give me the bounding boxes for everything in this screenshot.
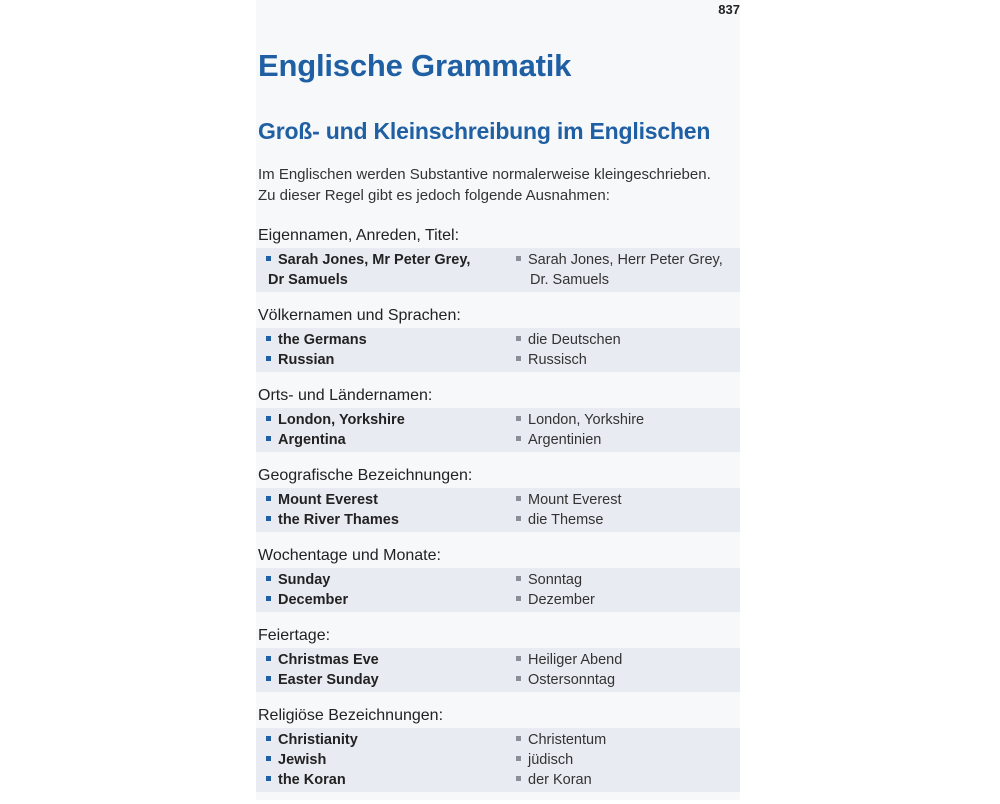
english-text: Dr Samuels [268, 272, 348, 288]
example-row [256, 670, 740, 690]
english-example [256, 770, 516, 790]
square-bullet-icon [516, 656, 521, 661]
german-translation [516, 750, 740, 770]
example-table [256, 328, 740, 372]
german-text: Sonntag [528, 572, 583, 588]
rule-section [256, 224, 740, 292]
square-bullet-icon [516, 736, 521, 741]
page-title: Englische Grammatik [258, 48, 572, 83]
square-bullet-icon [266, 736, 271, 741]
square-bullet-icon [266, 596, 271, 601]
german-text: Heiliger Abend [528, 652, 623, 668]
german-text: die Themse [528, 512, 604, 528]
square-bullet-icon [516, 676, 521, 681]
example-row [256, 430, 740, 450]
english-example [256, 750, 516, 770]
english-text: the Koran [278, 772, 346, 788]
example-table [256, 728, 740, 792]
english-example [256, 510, 516, 530]
square-bullet-icon [516, 516, 521, 521]
page-number: 837 [718, 2, 740, 17]
square-bullet-icon [516, 776, 521, 781]
english-example [256, 670, 516, 690]
example-row [256, 270, 740, 290]
english-example [256, 430, 516, 450]
german-translation [516, 430, 740, 450]
rule-section [256, 704, 740, 792]
german-text: der Koran [528, 772, 592, 788]
english-example [256, 250, 516, 270]
square-bullet-icon [266, 496, 271, 501]
rule-section [256, 384, 740, 452]
example-table [256, 568, 740, 612]
intro-paragraph: Im Englischen werden Substantive normalerweise kleingeschrieben. Zu dieser Regel gibt es jedoch folgende Ausnahmen: [258, 166, 711, 204]
example-table [256, 248, 740, 292]
german-translation [516, 410, 740, 430]
square-bullet-icon [266, 516, 271, 521]
rule-section [256, 304, 740, 372]
rule-section [256, 624, 740, 692]
example-row [256, 750, 740, 770]
english-text: London, Yorkshire [278, 412, 405, 428]
english-text: Argentina [278, 432, 346, 448]
example-row [256, 650, 740, 670]
german-translation [516, 490, 740, 510]
example-row [256, 250, 740, 270]
german-text: London, Yorkshire [528, 412, 645, 428]
english-example [256, 730, 516, 750]
german-translation [516, 330, 740, 350]
german-text: Russisch [528, 352, 587, 368]
section-title: Groß- und Kleinschreibung im Englischen [258, 118, 711, 144]
german-translation [516, 510, 740, 530]
square-bullet-icon [516, 356, 521, 361]
rule-heading: Völkernamen und Sprachen: [258, 307, 461, 324]
rule-heading: Wochentage und Monate: [258, 547, 441, 564]
english-text: Mount Everest [278, 492, 378, 508]
square-bullet-icon [516, 436, 521, 441]
german-text: Mount Everest [528, 492, 622, 508]
german-text: die Deutschen [528, 332, 621, 348]
example-row [256, 590, 740, 610]
english-example [256, 410, 516, 430]
rule-heading: Eigennamen, Anreden, Titel: [258, 227, 460, 244]
example-row [256, 730, 740, 750]
rule-heading: Orts- und Ländernamen: [258, 387, 433, 404]
german-text: jüdisch [528, 752, 574, 768]
square-bullet-icon [516, 756, 521, 761]
english-example [256, 570, 516, 590]
german-translation [516, 730, 740, 750]
german-translation [516, 670, 740, 690]
german-translation [516, 250, 740, 270]
german-translation [516, 650, 740, 670]
rule-section [256, 544, 740, 612]
english-example [256, 490, 516, 510]
german-translation [516, 590, 740, 610]
square-bullet-icon [266, 776, 271, 781]
german-text: Ostersonntag [528, 672, 616, 688]
english-text: Russian [278, 352, 335, 368]
english-text: the Germans [278, 332, 367, 348]
example-row [256, 350, 740, 370]
example-row [256, 570, 740, 590]
rule-sections [256, 224, 740, 804]
square-bullet-icon [266, 416, 271, 421]
rule-section [256, 464, 740, 532]
english-example [256, 350, 516, 370]
rule-heading: Religiöse Bezeichnungen: [258, 707, 444, 724]
german-text: Christentum [528, 732, 607, 748]
rule-heading: Feiertage: [258, 627, 331, 644]
english-text: the River Thames [278, 512, 399, 528]
english-example [256, 650, 516, 670]
english-text: Jewish [278, 752, 327, 768]
example-row [256, 330, 740, 350]
german-translation [516, 350, 740, 370]
german-text: Dezember [528, 592, 595, 608]
english-example [256, 270, 518, 290]
english-example [256, 330, 516, 350]
square-bullet-icon [266, 676, 271, 681]
english-text: Sarah Jones, Mr Peter Grey, [278, 252, 471, 268]
square-bullet-icon [266, 436, 271, 441]
book-page [256, 0, 740, 800]
english-text: Christmas Eve [278, 652, 379, 668]
english-text: Christianity [278, 732, 358, 748]
square-bullet-icon [266, 256, 271, 261]
example-table [256, 408, 740, 452]
english-text: Sunday [278, 572, 331, 588]
rule-heading: Geografische Bezeichnungen: [258, 467, 473, 484]
square-bullet-icon [516, 576, 521, 581]
square-bullet-icon [516, 596, 521, 601]
example-table [256, 488, 740, 532]
square-bullet-icon [266, 336, 271, 341]
example-row [256, 510, 740, 530]
english-text: December [278, 592, 349, 608]
example-table [256, 648, 740, 692]
example-row [256, 770, 740, 790]
german-translation [516, 770, 740, 790]
square-bullet-icon [266, 356, 271, 361]
german-text: Argentinien [528, 432, 602, 448]
square-bullet-icon [266, 756, 271, 761]
square-bullet-icon [266, 656, 271, 661]
square-bullet-icon [516, 416, 521, 421]
german-text: Dr. Samuels [530, 272, 609, 288]
square-bullet-icon [266, 576, 271, 581]
example-row [256, 410, 740, 430]
german-translation [518, 270, 740, 290]
german-translation [516, 570, 740, 590]
square-bullet-icon [516, 336, 521, 341]
square-bullet-icon [516, 496, 521, 501]
example-row [256, 490, 740, 510]
english-text: Easter Sunday [278, 672, 379, 688]
square-bullet-icon [516, 256, 521, 261]
english-example [256, 590, 516, 610]
german-text: Sarah Jones, Herr Peter Grey, [528, 252, 723, 268]
